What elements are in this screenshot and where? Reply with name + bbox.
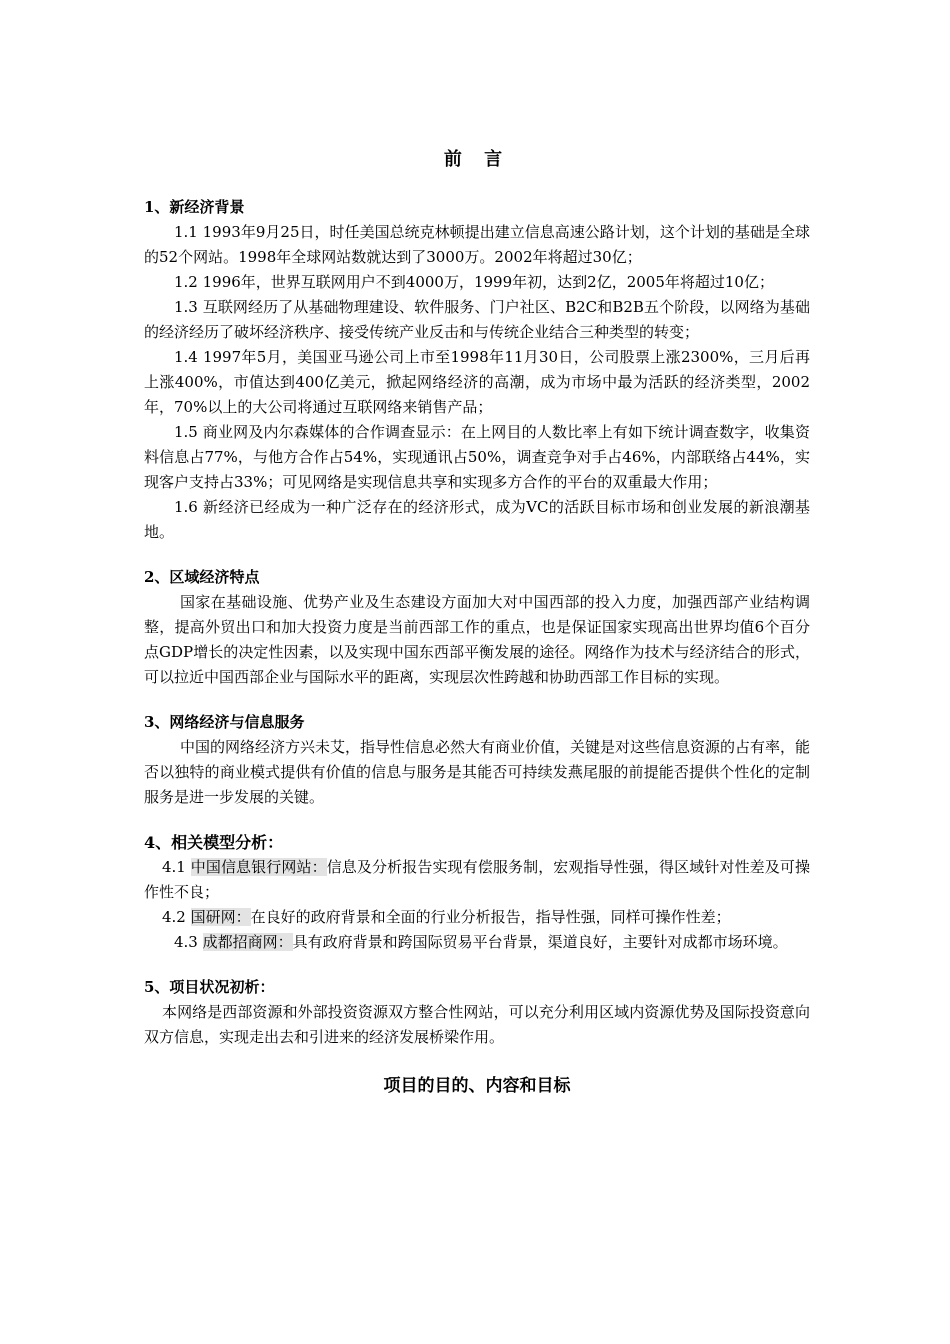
section-1-paragraph-3: 1.3 互联网经历了从基础物理建设、软件服务、门户社区、B2C和B2B五个阶段，以网络为基础的经济经历了破坏经济秩序、接受传统产业反击和与传统企业结合三种类型的转变； xyxy=(144,298,810,341)
model-item-3-text: 具有政府背景和跨国际贸易平台背景，渠道良好，主要针对成都市场环境。 xyxy=(292,933,788,951)
model-item-3-number: 4.3 xyxy=(174,933,203,951)
section-3-paragraph: 中国的网络经济方兴未艾，指导性信息必然大有商业价值，关键是对这些信息资源的占有率，能否以独特的商业模式提供有价值的信息与服务是其能否可持续发燕尾服的前提能否提供个性化的定制服务是进一步发展的关键。 xyxy=(144,738,811,806)
next-section-title: 项目的目的、内容和目标 xyxy=(383,1076,571,1096)
section-3-heading: 3、网络经济与信息服务 xyxy=(144,713,305,731)
section-1-paragraph-6: 1.6 新经济已经成为一种广泛存在的经济形式，成为VC的活跃目标市场和创业发展的新浪潮基地。 xyxy=(144,498,810,541)
model-item-1-text: 信息及分析报告实现有偿服务制，宏观指导性强，得区域针对性差及可操作性不良； xyxy=(144,858,810,901)
section-1-heading: 1、新经济背景 xyxy=(144,198,245,216)
section-1-paragraph-1: 1.1 1993年9月25日，时任美国总统克林顿提出建立信息高速公路计划，这个计划的基础是全球的52个网站。1998年全球网站数就达到了3000万。2002年将超过30亿； xyxy=(144,223,810,266)
section-2-paragraph: 国家在基础设施、优势产业及生态建设方面加大对中国西部的投入力度，加强西部产业结构调整，提高外贸出口和加大投资力度是当前西部工作的重点，也是保证国家实现高出世界均值6个百分点GDP增长的决定性因素，以及实现中国东西部平衡发展的途径。网络作为技术与经济结合的形式，可以拉近中国西部企业与国际水平的距离，实现层次性跨越和协助西部工作目标的实现。 xyxy=(144,593,810,686)
section-5-paragraph: 本网络是西部资源和外部投资资源双方整合性网站，可以充分利用区域内资源优势及国际投资意向双方信息，实现走出去和引进来的经济发展桥梁作用。 xyxy=(144,1003,810,1046)
section-1-paragraph-5: 1.5 商业网及内尔森媒体的合作调查显示：在上网目的人数比率上有如下统计调查数字，收集资料信息占77%，与他方合作占54%，实现通讯占50%，调查竞争对手占46%，内部联络占44%，实现客户支持占33%；可见网络是实现信息共享和实现多方合作的平台的双重最大作用； xyxy=(144,423,810,491)
model-item-3 xyxy=(144,930,810,955)
section-5-heading: 5、项目状况初析： xyxy=(144,978,275,996)
model-item-2 xyxy=(144,905,810,930)
section-1-paragraph-2: 1.2 1996年，世界互联网用户不到4000万，1999年初，达到2亿，2005年将超过10亿； xyxy=(174,273,774,291)
model-item-2-name: 国研网： xyxy=(190,908,251,926)
page-title: 前 言 xyxy=(443,149,511,170)
document-body xyxy=(144,145,810,1100)
section-2-heading: 2、区域经济特点 xyxy=(144,568,260,586)
model-item-1 xyxy=(144,855,810,905)
section-4-heading: 4、相关模型分析： xyxy=(144,833,284,852)
model-item-1-name: 中国信息银行网站： xyxy=(190,858,327,876)
model-item-3-name: 成都招商网： xyxy=(202,933,293,951)
model-item-2-number: 4.2 xyxy=(162,908,191,926)
model-item-1-number: 4.1 xyxy=(162,858,191,876)
model-item-2-text: 在良好的政府背景和全面的行业分析报告，指导性强，同样可操作性差； xyxy=(250,908,731,926)
section-1-paragraph-4: 1.4 1997年5月，美国亚马逊公司上市至1998年11月30日，公司股票上涨2300%，三月后再上涨400%，市值达到400亿美元，掀起网络经济的高潮，成为市场中最为活跃的经济类型，2002年，70%以上的大公司将通过互联网络来销售产品； xyxy=(144,348,810,416)
